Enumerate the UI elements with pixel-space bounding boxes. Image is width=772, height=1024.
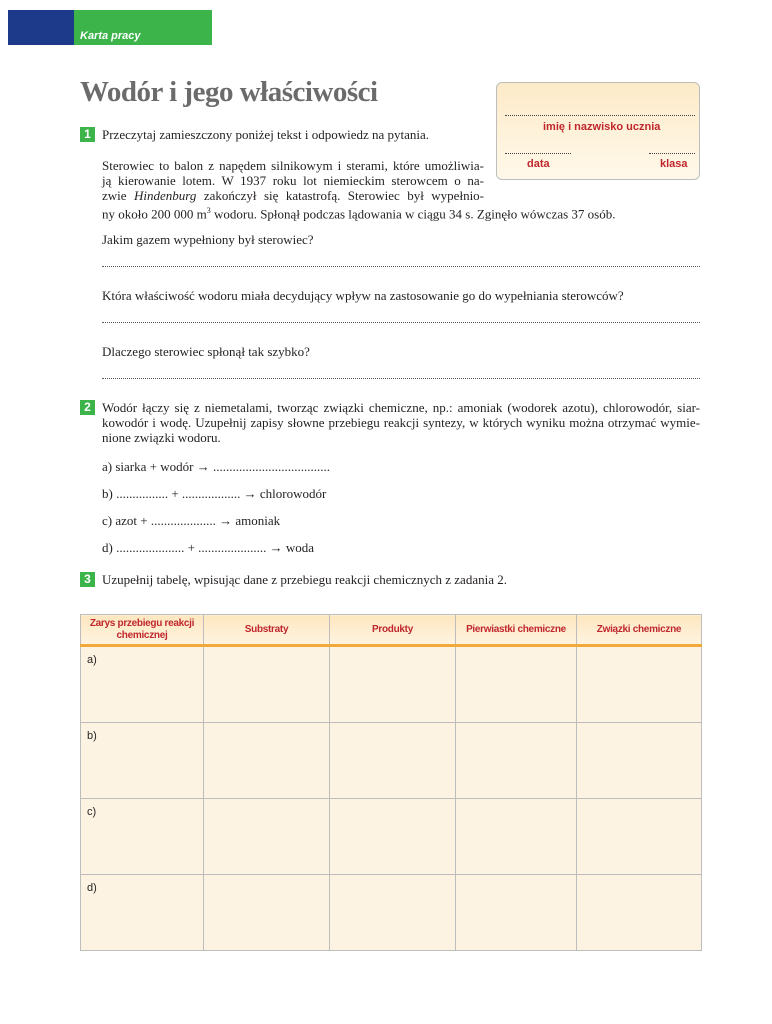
- header-substrates: Substraty: [204, 615, 330, 646]
- task-1-text-line-1: Sterowiec to balon z napędem silnikowym i sterami, które umożliwia-: [102, 158, 484, 173]
- answer-line-2[interactable]: [102, 322, 700, 323]
- reaction-a[interactable]: a) siarka + wodór → ....................................: [102, 459, 330, 474]
- table-row: [81, 799, 702, 875]
- row-label: c): [81, 799, 204, 875]
- name-label: imię i nazwisko ucznia: [543, 121, 661, 133]
- row-label: d): [81, 875, 204, 951]
- table-cell[interactable]: [330, 646, 456, 723]
- task-2-line-2: kowodór i wodę. Uzupełnij zapisy słowne przebiegu reakcji syntezy, w których wyniku można otrzymać wymie-: [102, 415, 700, 430]
- header-blue-block: [8, 10, 74, 45]
- table-cell[interactable]: [204, 723, 330, 799]
- student-id-box: [496, 82, 700, 180]
- name-field[interactable]: [505, 115, 695, 116]
- task-2-line-3: nione związki wodoru.: [102, 430, 221, 445]
- reaction-d[interactable]: d) ..................... + ..................... → woda: [102, 540, 315, 555]
- task-1-text-line-4: [102, 203, 615, 221]
- table-cell[interactable]: [330, 799, 456, 875]
- header-label: Karta pracy: [80, 30, 141, 42]
- task-3-instruction: Uzupełnij tabelę, wpisując dane z przebiegu reakcji chemicznych z zadania 2.: [102, 572, 507, 587]
- answer-line-3[interactable]: [102, 378, 700, 379]
- table-row: [81, 646, 702, 723]
- task-1-instruction: Przeczytaj zamieszczony poniżej tekst i odpowiedz na pytania.: [102, 127, 430, 142]
- text-fragment: ny około 200 000 m: [102, 206, 207, 222]
- class-label: klasa: [660, 158, 688, 170]
- table-cell[interactable]: [456, 646, 577, 723]
- reaction-c[interactable]: c) azot + .................... → amoniak: [102, 513, 281, 528]
- question-1: Jakim gazem wypełniony był sterowiec?: [102, 232, 314, 247]
- date-field[interactable]: [505, 153, 571, 154]
- table-cell[interactable]: [204, 875, 330, 951]
- header-compounds: Związki chemiczne: [577, 615, 702, 646]
- task-2-line-1: Wodór łączy się z niemetalami, tworząc związki chemiczne, np.: amoniak (wodorek azotu), chlorowodór, siar-: [102, 400, 700, 415]
- table-cell[interactable]: [330, 723, 456, 799]
- task-3-number: 3: [80, 572, 95, 587]
- table-cell[interactable]: [577, 723, 702, 799]
- table-row: [81, 723, 702, 799]
- text-fragment: wodoru. Spłonął podczas lądowania w ciągu 34 s. Zginęło wówczas 37 osób.: [210, 206, 616, 222]
- table-cell[interactable]: [330, 875, 456, 951]
- table-cell[interactable]: [204, 799, 330, 875]
- question-3: Dlaczego sterowiec spłonął tak szybko?: [102, 344, 310, 359]
- header-products: Produkty: [330, 615, 456, 646]
- reaction-table: [80, 614, 702, 951]
- row-label: a): [81, 646, 204, 723]
- task-1-text-line-2: ją kierowanie lotem. W 1937 roku lot niemieckim sterowcem o na-: [102, 173, 484, 188]
- table-cell[interactable]: [456, 723, 577, 799]
- task-1-number: 1: [80, 127, 95, 142]
- reaction-b[interactable]: b) ................ + .................. → chlorowodór: [102, 486, 327, 501]
- table-cell[interactable]: [456, 799, 577, 875]
- date-label: data: [527, 158, 550, 170]
- table-cell[interactable]: [577, 799, 702, 875]
- table-header-row: [81, 615, 702, 646]
- text-fragment: zakończył się katastrofą. Sterowiec był wypełnio-: [203, 188, 485, 203]
- task-1-text-line-3: [102, 188, 484, 203]
- table-row: [81, 875, 702, 951]
- table-cell[interactable]: [577, 646, 702, 723]
- superscript: 3: [206, 206, 211, 215]
- text-fragment: zwie: [102, 188, 127, 203]
- task-2-number: 2: [80, 400, 95, 415]
- row-label: b): [81, 723, 204, 799]
- header-elements: Pierwiastki chemiczne: [456, 615, 577, 646]
- table-cell[interactable]: [456, 875, 577, 951]
- class-field[interactable]: [649, 153, 695, 154]
- airship-name: Hindenburg: [134, 188, 197, 203]
- header-reaction-outline: Zarys przebiegu reakcji chemicznej: [81, 615, 204, 646]
- answer-line-1[interactable]: [102, 266, 700, 267]
- table-cell[interactable]: [204, 646, 330, 723]
- table-cell[interactable]: [577, 875, 702, 951]
- page-title: Wodór i jego właściwości: [80, 76, 378, 108]
- question-2: Która właściwość wodoru miała decydujący wpływ na zastosowanie go do wypełniania sterowców?: [102, 288, 624, 303]
